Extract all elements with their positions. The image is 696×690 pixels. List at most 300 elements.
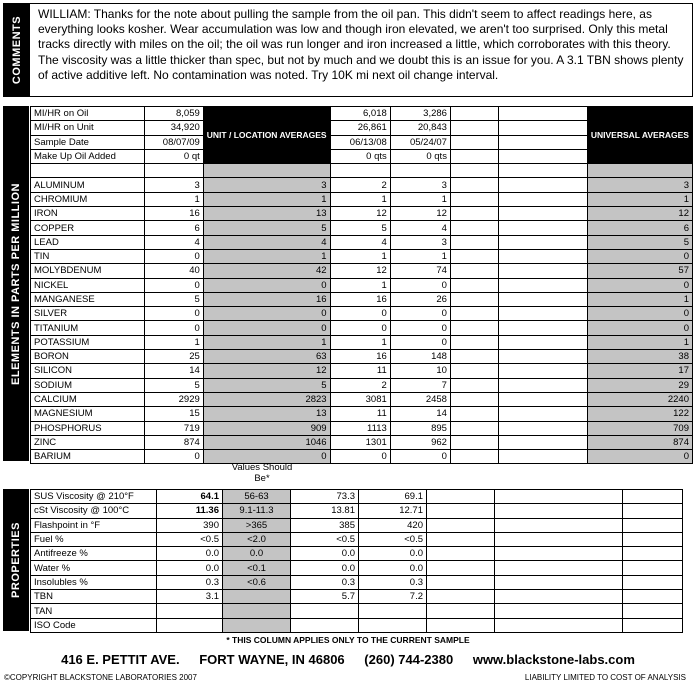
sample-3-cell (359, 618, 427, 632)
sample-2-cell: 2 (330, 378, 390, 392)
city-address: FORT WAYNE, IN 46806 (199, 652, 345, 667)
empty-cell (427, 547, 495, 561)
values-should-be-cell (223, 590, 291, 604)
universal-average-cell: 3 (587, 178, 692, 192)
empty-cell (450, 450, 498, 464)
empty-cell (495, 590, 623, 604)
property-row (31, 532, 683, 546)
element-row (31, 221, 693, 235)
sample-2-cell: 385 (291, 518, 359, 532)
comments-section (3, 3, 693, 97)
empty-cell (427, 575, 495, 589)
empty-cell (499, 221, 588, 235)
sample-2-cell: 06/13/08 (330, 135, 390, 149)
sample-3-cell: <0.5 (359, 532, 427, 546)
sample-3-cell: 0.3 (359, 575, 427, 589)
empty-cell (499, 335, 588, 349)
empty-cell (495, 561, 623, 575)
sample-2-cell: 4 (330, 235, 390, 249)
property-name: Flashpoint in °F (31, 518, 157, 532)
elements-table (30, 106, 693, 464)
sample-2-cell: 5.7 (291, 590, 359, 604)
sample-3-cell (359, 604, 427, 618)
comments-text: WILLIAM: Thanks for the note about pulling the sample from the oil pan. This didn't seem to affect readings here, as everything looks kosher. Wear accumulation was low and though iron elevated, we aren't too surprised. Only this metal tracks directly with miles on the oil; the oil was run longer and iron increased a little, which corroborates with this theory. The viscosity was a little thicker than spec, but not by much and we doubt this is an issue for you. A 3.1 TBN shows plenty of active additive left. No contamination was noted. Try 10K mi next oil change interval. (38, 7, 684, 82)
current-sample-cell: <0.5 (157, 532, 223, 546)
empty-cell (450, 121, 498, 135)
element-name: SODIUM (31, 378, 145, 392)
values-should-be-cell: <0.1 (223, 561, 291, 575)
unit-average-cell: 1 (203, 335, 330, 349)
property-name: ISO Code (31, 618, 157, 632)
empty-cell (499, 350, 588, 364)
current-sample-cell: 2929 (144, 392, 203, 406)
sample-2-cell: 26,861 (330, 121, 390, 135)
elements-heading: ELEMENTS IN PARTS PER MILLION (10, 182, 22, 385)
element-row (31, 407, 693, 421)
property-name: cSt Viscosity @ 100°C (31, 504, 157, 518)
sample-2-cell: 0.0 (291, 547, 359, 561)
property-row (31, 504, 683, 518)
sample-3-cell: 962 (390, 435, 450, 449)
current-sample-cell: 0 (144, 278, 203, 292)
empty-cell (499, 207, 588, 221)
empty-cell (450, 378, 498, 392)
empty-cell (427, 590, 495, 604)
property-row (31, 518, 683, 532)
sample-2-cell: 13.81 (291, 504, 359, 518)
element-name: LEAD (31, 235, 145, 249)
element-row (31, 235, 693, 249)
sample-3-cell: 26 (390, 292, 450, 306)
empty-cell (499, 450, 588, 464)
universal-average-cell: 1 (587, 192, 692, 206)
sample-2-cell: 16 (330, 350, 390, 364)
current-sample-cell: 4 (144, 235, 203, 249)
sample-3-cell: 3 (390, 235, 450, 249)
unit-average-cell: 0 (203, 278, 330, 292)
current-sample-cell: 64.1 (157, 490, 223, 504)
address-line (0, 652, 696, 667)
street-address: 416 E. PETTIT AVE. (61, 652, 180, 667)
current-sample-cell: 719 (144, 421, 203, 435)
empty-cell (499, 178, 588, 192)
element-name: SILICON (31, 364, 145, 378)
unit-average-cell: 909 (203, 421, 330, 435)
sample-3-cell: 0 (390, 278, 450, 292)
empty-cell (499, 264, 588, 278)
current-sample-cell: 1 (144, 192, 203, 206)
element-row (31, 249, 693, 263)
empty-cell (499, 407, 588, 421)
liability-note: LIABILITY LIMITED TO COST OF ANALYSIS (524, 673, 686, 682)
row-label: Sample Date (31, 135, 145, 149)
empty-cell (495, 504, 623, 518)
empty-cell (450, 192, 498, 206)
element-row (31, 350, 693, 364)
sample-2-cell: 1113 (330, 421, 390, 435)
empty-cell (623, 532, 683, 546)
sample-3-cell: 0 (390, 307, 450, 321)
property-row (31, 575, 683, 589)
sample-2-cell: 6,018 (330, 107, 390, 121)
current-sample-cell: 34,920 (144, 121, 203, 135)
sample-3-cell: 0.0 (359, 547, 427, 561)
universal-average-cell: 0 (587, 278, 692, 292)
current-sample-cell: 874 (144, 435, 203, 449)
current-sample-cell: 0 (144, 450, 203, 464)
empty-cell (623, 561, 683, 575)
sample-3-cell: 10 (390, 364, 450, 378)
empty-cell (623, 575, 683, 589)
unit-average-cell: 16 (203, 292, 330, 306)
empty-cell (450, 235, 498, 249)
property-row (31, 590, 683, 604)
element-name: MANGANESE (31, 292, 145, 306)
property-row (31, 490, 683, 504)
unit-average-cell: 42 (203, 264, 330, 278)
unit-average-cell: 0 (203, 321, 330, 335)
empty-cell (499, 435, 588, 449)
unit-average-cell: 63 (203, 350, 330, 364)
empty-cell (499, 249, 588, 263)
sample-2-cell: 0 qts (330, 149, 390, 163)
current-sample-cell: 1 (144, 335, 203, 349)
empty-cell (31, 164, 145, 178)
element-name: CHROMIUM (31, 192, 145, 206)
empty-cell (623, 518, 683, 532)
current-sample-cell: 40 (144, 264, 203, 278)
element-name: IRON (31, 207, 145, 221)
values-should-be-cell: 56-63 (223, 490, 291, 504)
property-row (31, 604, 683, 618)
universal-average-cell: 5 (587, 235, 692, 249)
empty-cell (499, 107, 588, 121)
property-row (31, 561, 683, 575)
element-row (31, 292, 693, 306)
unit-average-cell: 5 (203, 221, 330, 235)
empty-cell (427, 518, 495, 532)
universal-average-cell: 17 (587, 364, 692, 378)
comments-heading-bar (4, 4, 30, 96)
sample-2-cell: 1301 (330, 435, 390, 449)
element-name: POTASSIUM (31, 335, 145, 349)
empty-cell (427, 618, 495, 632)
empty-cell (623, 547, 683, 561)
element-name: TITANIUM (31, 321, 145, 335)
universal-average-cell: 29 (587, 378, 692, 392)
empty-cell (499, 121, 588, 135)
properties-heading: PROPERTIES (10, 522, 22, 598)
sample-3-cell: 0 qts (390, 149, 450, 163)
unit-averages-header: UNIT / LOCATION AVERAGES (203, 107, 330, 164)
universal-average-cell: 57 (587, 264, 692, 278)
current-sample-cell: 390 (157, 518, 223, 532)
empty-cell (623, 604, 683, 618)
empty-cell (450, 421, 498, 435)
sample-3-cell: 1 (390, 249, 450, 263)
universal-average-cell: 122 (587, 407, 692, 421)
sample-2-cell: 1 (330, 335, 390, 349)
properties-section (3, 489, 693, 631)
sample-3-cell: 12 (390, 207, 450, 221)
empty-cell (203, 164, 330, 178)
current-sample-cell (157, 604, 223, 618)
sample-2-cell: 11 (330, 407, 390, 421)
values-should-be-cell: 0.0 (223, 547, 291, 561)
current-sample-cell: 14 (144, 364, 203, 378)
element-row (31, 321, 693, 335)
unit-average-cell: 13 (203, 407, 330, 421)
empty-cell (450, 164, 498, 178)
empty-cell (450, 264, 498, 278)
empty-cell (499, 149, 588, 163)
values-should-be-cell: 9.1-11.3 (223, 504, 291, 518)
empty-cell (427, 604, 495, 618)
universal-average-cell: 6 (587, 221, 692, 235)
universal-average-cell: 2240 (587, 392, 692, 406)
sample-2-cell: <0.5 (291, 532, 359, 546)
sample-3-cell: 05/24/07 (390, 135, 450, 149)
sample-2-cell: 16 (330, 292, 390, 306)
unit-average-cell: 0 (203, 450, 330, 464)
empty-cell (499, 378, 588, 392)
universal-average-cell: 0 (587, 450, 692, 464)
sample-3-cell: 7 (390, 378, 450, 392)
element-row (31, 450, 693, 464)
empty-cell (450, 135, 498, 149)
sample-2-cell: 3081 (330, 392, 390, 406)
current-sample-cell: 5 (144, 378, 203, 392)
element-row (31, 378, 693, 392)
values-should-be-cell: <2.0 (223, 532, 291, 546)
element-name: CALCIUM (31, 392, 145, 406)
unit-average-cell: 1 (203, 192, 330, 206)
empty-cell (450, 321, 498, 335)
values-should-be-cell: >365 (223, 518, 291, 532)
current-sample-cell (157, 618, 223, 632)
values-should-be-cell: <0.6 (223, 575, 291, 589)
property-name: Antifreeze % (31, 547, 157, 561)
sample-2-cell: 1 (330, 249, 390, 263)
empty-cell (330, 164, 390, 178)
sample-2-cell: 12 (330, 264, 390, 278)
empty-cell (623, 504, 683, 518)
sample-2-cell: 11 (330, 364, 390, 378)
element-name: BORON (31, 350, 145, 364)
element-row (31, 278, 693, 292)
values-should-be-cell (223, 604, 291, 618)
empty-cell (450, 335, 498, 349)
sample-3-cell: 3 (390, 178, 450, 192)
element-row (31, 392, 693, 406)
sample-2-cell (291, 604, 359, 618)
sample-3-cell: 0 (390, 321, 450, 335)
elements-heading-bar (3, 106, 29, 461)
comments-heading: COMMENTS (11, 15, 23, 85)
sample-3-cell: 2458 (390, 392, 450, 406)
element-row (31, 421, 693, 435)
empty-cell (495, 547, 623, 561)
universal-average-cell: 38 (587, 350, 692, 364)
empty-cell (499, 292, 588, 306)
universal-average-cell: 0 (587, 249, 692, 263)
properties-heading-bar (3, 489, 29, 631)
current-sample-cell: 08/07/09 (144, 135, 203, 149)
sample-2-cell: 0 (330, 321, 390, 335)
universal-average-cell: 12 (587, 207, 692, 221)
sample-3-cell: 420 (359, 518, 427, 532)
element-name: SILVER (31, 307, 145, 321)
empty-cell (450, 278, 498, 292)
property-row (31, 547, 683, 561)
sample-2-cell: 0 (330, 450, 390, 464)
empty-cell (450, 392, 498, 406)
empty-cell (495, 490, 623, 504)
empty-cell (427, 490, 495, 504)
current-sample-cell: 0 qt (144, 149, 203, 163)
website-link[interactable]: www.blackstone-labs.com (472, 652, 635, 667)
element-name: BARIUM (31, 450, 145, 464)
element-name: ALUMINUM (31, 178, 145, 192)
sample-3-cell: 0.0 (359, 561, 427, 575)
element-row (31, 192, 693, 206)
unit-average-cell: 0 (203, 307, 330, 321)
values-should-be-note: Values Should Be* (231, 462, 293, 484)
sample-3-cell: 12.71 (359, 504, 427, 518)
empty-cell (499, 235, 588, 249)
sample-3-cell: 14 (390, 407, 450, 421)
current-sample-cell: 3 (144, 178, 203, 192)
element-row (31, 178, 693, 192)
property-name: SUS Viscosity @ 210°F (31, 490, 157, 504)
current-sample-cell: 5 (144, 292, 203, 306)
current-sample-cell: 25 (144, 350, 203, 364)
property-name: Insolubles % (31, 575, 157, 589)
element-row (31, 435, 693, 449)
element-row (31, 307, 693, 321)
info-row (31, 107, 693, 121)
sample-2-cell: 2 (330, 178, 390, 192)
sample-3-cell: 4 (390, 221, 450, 235)
empty-cell (144, 164, 203, 178)
property-name: Fuel % (31, 532, 157, 546)
row-label: MI/HR on Oil (31, 107, 145, 121)
property-row (31, 618, 683, 632)
elements-section (3, 106, 693, 461)
universal-averages-header: UNIVERSAL AVERAGES (587, 107, 692, 164)
sample-3-cell: 7.2 (359, 590, 427, 604)
sample-3-cell: 3,286 (390, 107, 450, 121)
empty-cell (495, 518, 623, 532)
element-row (31, 335, 693, 349)
universal-average-cell: 874 (587, 435, 692, 449)
empty-cell (623, 618, 683, 632)
empty-cell (427, 561, 495, 575)
element-row (31, 364, 693, 378)
values-should-be-cell (223, 618, 291, 632)
current-sample-cell: 0.0 (157, 547, 223, 561)
empty-cell (499, 278, 588, 292)
element-name: MOLYBDENUM (31, 264, 145, 278)
row-label: MI/HR on Unit (31, 121, 145, 135)
current-sample-cell: 16 (144, 207, 203, 221)
element-name: PHOSPHORUS (31, 421, 145, 435)
empty-cell (499, 164, 588, 178)
empty-cell (450, 107, 498, 121)
empty-cell (499, 321, 588, 335)
empty-cell (427, 532, 495, 546)
phone-number: (260) 744-2380 (364, 652, 454, 667)
empty-cell (450, 149, 498, 163)
sample-2-cell: 0.3 (291, 575, 359, 589)
sample-3-cell: 0 (390, 450, 450, 464)
sample-2-cell: 0 (330, 307, 390, 321)
properties-table (30, 489, 683, 633)
empty-cell (499, 192, 588, 206)
unit-average-cell: 1046 (203, 435, 330, 449)
element-name: ZINC (31, 435, 145, 449)
element-name: COPPER (31, 221, 145, 235)
universal-average-cell: 0 (587, 307, 692, 321)
property-name: TBN (31, 590, 157, 604)
sample-2-cell: 12 (330, 207, 390, 221)
spacer-row (31, 164, 693, 178)
empty-cell (450, 435, 498, 449)
sample-2-cell: 1 (330, 278, 390, 292)
universal-average-cell: 1 (587, 335, 692, 349)
element-name: TIN (31, 249, 145, 263)
sample-3-cell: 895 (390, 421, 450, 435)
empty-cell (450, 178, 498, 192)
empty-cell (450, 407, 498, 421)
universal-average-cell: 0 (587, 321, 692, 335)
empty-cell (495, 604, 623, 618)
row-label: Make Up Oil Added (31, 149, 145, 163)
empty-cell (623, 490, 683, 504)
current-sample-cell: 11.36 (157, 504, 223, 518)
current-sample-cell: 8,059 (144, 107, 203, 121)
unit-average-cell: 12 (203, 364, 330, 378)
sample-3-cell: 0 (390, 335, 450, 349)
empty-cell (499, 421, 588, 435)
footer-note: * THIS COLUMN APPLIES ONLY TO THE CURRENT SAMPLE (226, 635, 470, 645)
empty-cell (499, 364, 588, 378)
sample-3-cell: 69.1 (359, 490, 427, 504)
empty-cell (450, 207, 498, 221)
property-name: Water % (31, 561, 157, 575)
current-sample-cell: 0 (144, 249, 203, 263)
sample-2-cell: 1 (330, 192, 390, 206)
current-sample-cell: 15 (144, 407, 203, 421)
sample-2-cell (291, 618, 359, 632)
unit-average-cell: 1 (203, 249, 330, 263)
empty-cell (623, 590, 683, 604)
empty-cell (390, 164, 450, 178)
unit-average-cell: 4 (203, 235, 330, 249)
sample-2-cell: 0.0 (291, 561, 359, 575)
universal-average-cell: 1 (587, 292, 692, 306)
empty-cell (587, 164, 692, 178)
property-name: TAN (31, 604, 157, 618)
sample-3-cell: 74 (390, 264, 450, 278)
element-row (31, 207, 693, 221)
empty-cell (450, 307, 498, 321)
empty-cell (495, 575, 623, 589)
element-name: MAGNESIUM (31, 407, 145, 421)
empty-cell (499, 135, 588, 149)
element-name: NICKEL (31, 278, 145, 292)
empty-cell (450, 350, 498, 364)
